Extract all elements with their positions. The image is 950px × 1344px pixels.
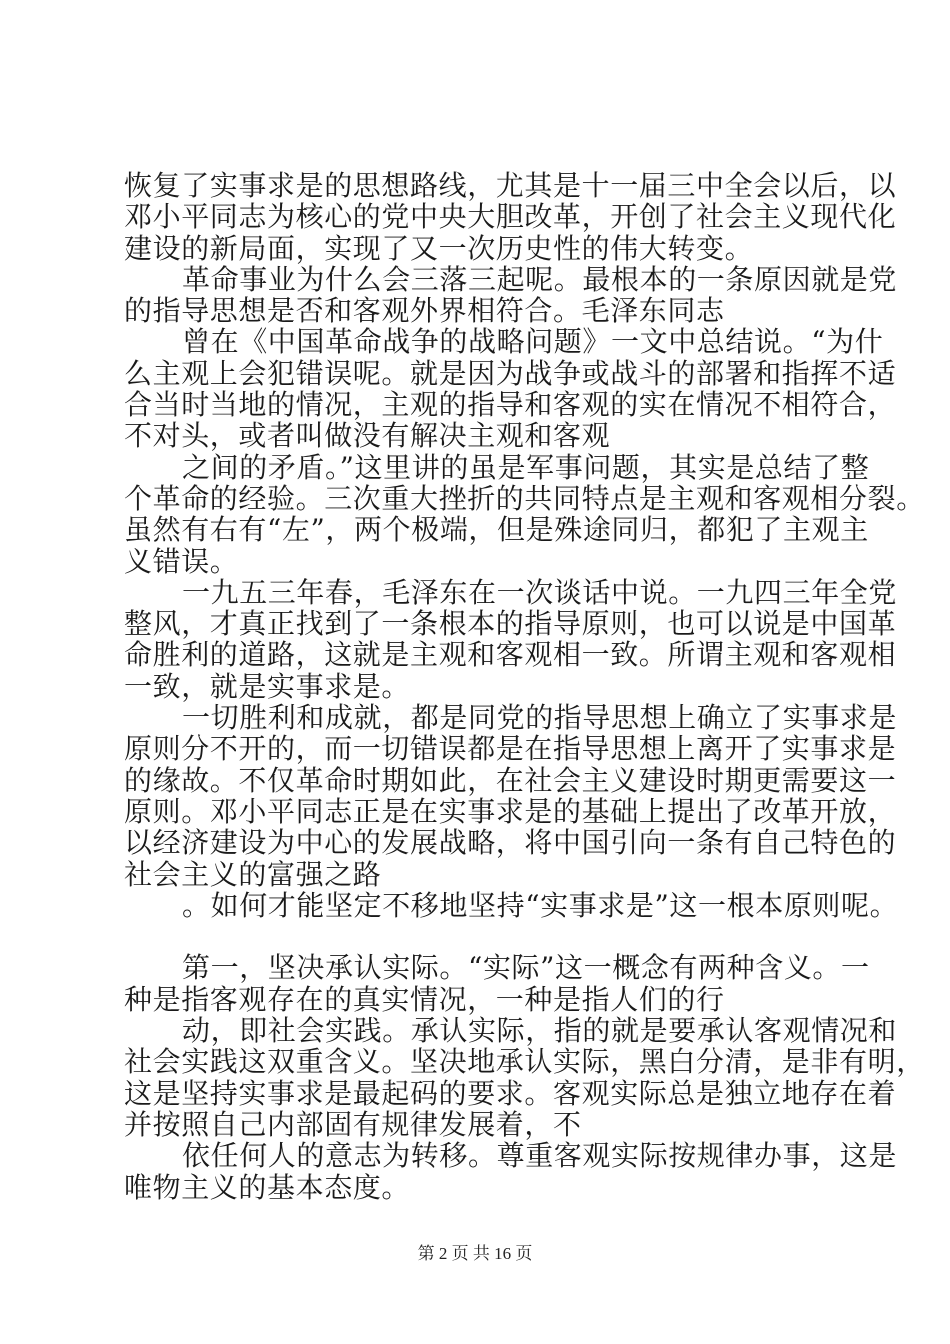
text-line: 。如何才能坚定不移地坚持“实事求是”这一根本原则呢。 — [182, 888, 899, 922]
text-line: 虽然有右有“左”，两个极端，但是殊途同归，都犯了主观主 — [124, 513, 869, 547]
text-line: 种是指客观存在的真实情况，一种是指人们的行 — [124, 982, 725, 1016]
text-line: 建设的新局面，实现了又一次历史性的伟大转变。 — [124, 231, 754, 265]
text-line: 一九五三年春，毛泽东在一次谈话中说。一九四三年全党 — [182, 575, 898, 609]
text-line: 社会主义的富强之路 — [124, 857, 382, 891]
text-line: 么主观上会犯错误呢。就是因为战争或战斗的部署和指挥不适 — [124, 356, 897, 390]
text-line: 革命事业为什么会三落三起呢。最根本的一条原因就是党 — [182, 262, 898, 296]
text-line: 之间的矛盾。”这里讲的虽是军事问题，其实是总结了整 — [182, 450, 870, 484]
text-line: 的指导思想是否和客观外界相符合。毛泽东同志 — [124, 294, 725, 328]
text-line: 原则。邓小平同志正是在实事求是的基础上提出了改革开放， — [124, 794, 897, 828]
text-line: 原则分不开的，而一切错误都是在指导思想上离开了实事求是 — [124, 732, 897, 766]
text-line: 一致，就是实事求是。 — [124, 669, 411, 703]
text-line: 社会实践这双重含义。坚决地承认实际，黑白分清，是非有明， — [124, 1045, 925, 1079]
text-line: 整风，才真正找到了一条根本的指导原则，也可以说是中国革 — [124, 607, 897, 641]
text-line: 曾在《中国革命战争的战略问题》一文中总结说。“为什 — [182, 325, 884, 359]
text-line: 以经济建设为中心的发展战略，将中国引向一条有自己特色的 — [124, 826, 897, 860]
text-line: 的缘故。不仅革命时期如此，在社会主义建设时期更需要这一 — [124, 763, 897, 797]
document-body — [124, 169, 925, 1204]
text-line: 命胜利的道路，这就是主观和客观相一致。所谓主观和客观相 — [124, 638, 897, 672]
text-line: 第一，坚决承认实际。“实际”这一概念有两种含义。一 — [182, 951, 870, 985]
text-line: 依任何人的意志为转移。尊重客观实际按规律办事，这是 — [182, 1139, 898, 1173]
text-line: 不对头，或者叫做没有解决主观和客观 — [124, 419, 611, 453]
page-number-footer: 第 2 页 共 16 页 — [417, 1244, 533, 1263]
text-line: 并按照自己内部固有规律发展着，不 — [124, 1107, 582, 1141]
text-line: 一切胜利和成就，都是同党的指导思想上确立了实事求是 — [182, 701, 898, 735]
text-line: 个革命的经验。三次重大挫折的共同特点是主观和客观相分裂。 — [124, 481, 925, 515]
text-line: 义错误。 — [124, 544, 239, 578]
text-line: 邓小平同志为核心的党中央大胆改革，开创了社会主义现代化 — [124, 200, 897, 234]
text-line: 动，即社会实践。承认实际，指的就是要承认客观情况和 — [182, 1014, 898, 1048]
text-line: 这是坚持实事求是最起码的要求。客观实际总是独立地存在着 — [124, 1076, 897, 1110]
text-line: 唯物主义的基本态度。 — [124, 1170, 411, 1204]
blank-line — [124, 921, 884, 952]
text-line: 合当时当地的情况，主观的指导和客观的实在情况不相符合， — [124, 388, 897, 422]
text-line: 恢复了实事求是的思想路线，尤其是十一届三中全会以后，以 — [124, 169, 897, 202]
